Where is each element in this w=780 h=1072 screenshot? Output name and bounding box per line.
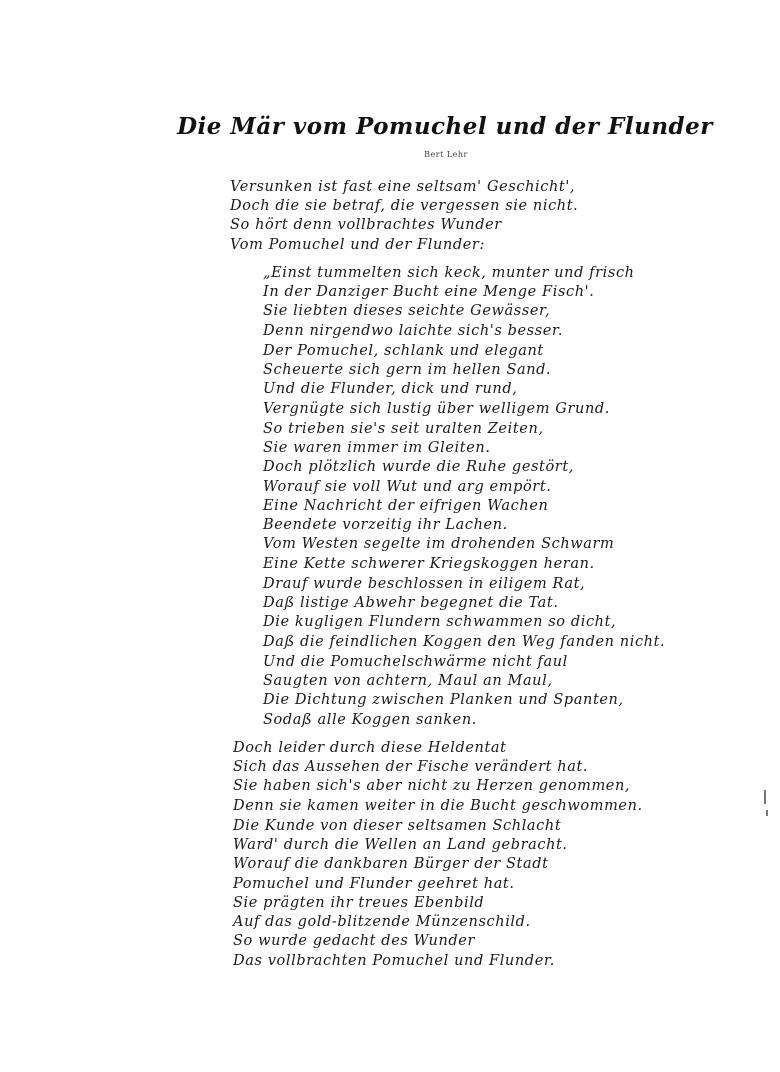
poem-line: Beendete vorzeitig ihr Lachen. [263,517,508,534]
poem-line: Scheuerte sich gern im hellen Sand. [263,362,552,379]
poem-line: Die kugligen Flundern schwammen so dicht, [263,614,617,631]
stanza [263,420,574,497]
stanza [233,894,555,971]
poem-line: Saugten von achtern, Maul an Maul, [263,673,553,690]
poem-line: So trieben sie's seit uralten Zeiten, [263,421,544,437]
poem-line: In der Danziger Bucht eine Menge Fisch'. [263,284,595,301]
poem-line: Sie haben sich's aber nicht zu Herzen genommen, [233,778,631,795]
poem-line: Doch plötzlich wurde die Ruhe gestört, [263,459,574,476]
poem-line: Das vollbrachten Pomuchel und Flunder. [233,952,556,969]
poem-line: Ward' durch die Wellen an Land gebracht. [233,837,568,854]
poem-line: Eine Kette schwerer Kriegskoggen heran. [263,555,595,572]
poem-line: Denn sie kamen weiter in die Bucht geschwommen. [233,797,643,814]
poem-line: Doch leider durch diese Heldentat [233,740,507,756]
poem-line: Denn nirgendwo laichte sich's besser. [263,322,564,339]
stanza [233,817,568,894]
stanza [233,739,643,816]
poem-line: Sodaß alle Koggen sanken. [263,711,477,728]
poem-line: Vergnügte sich lustig über welligem Grund. [263,400,610,417]
poem-line: Daß die feindlichen Koggen den Weg fanden nicht. [263,633,666,650]
poem-line: Und die Pomuchelschwärme nicht faul [263,654,568,670]
poem-line: Daß listige Abwehr begegnet die Tat. [263,595,559,612]
poem-line: Und die Flunder, dick und rund, [263,381,518,398]
poem-line: Der Pomuchel, schlank und elegant [263,343,544,359]
poem-title: Die Mär vom Pomuchel und der Flunder [177,113,713,140]
stanza [263,575,665,652]
poem-line: Vom Pomuchel und der Flunder: [230,236,485,253]
poem-line: So hört denn vollbrachtes Wunder [230,217,502,234]
poem-line: Worauf die dankbaren Bürger der Stadt [233,856,549,873]
poem-line: Die Kunde von dieser seltsamen Schlacht [233,818,562,834]
poem-line: Sie liebten dieses seichte Gewässer, [263,303,551,320]
poem-line: „Einst tummelten sich keck, munter und frisch [263,265,635,281]
stanza [263,653,624,730]
stanza [263,264,635,341]
poem-line: Vom Westen segelte im drohenden Schwarm [263,536,615,553]
poem-line: Doch die sie betraf, die vergessen sie nicht. [230,198,579,215]
poem-line: Sie waren immer im Gleiten. [263,440,491,457]
poem-line: Sie prägten ihr treues Ebenbild [233,895,485,911]
poem-line: Worauf sie voll Wut und arg empört. [263,478,552,495]
poem-line: Auf das gold-blitzende Münzenschild. [233,914,531,931]
stanza [263,497,614,574]
poem-line: Die Dichtung zwischen Planken und Spanten, [263,692,624,709]
poem-line: So wurde gedacht des Wunder [233,933,476,950]
poem-line: Eine Nachricht der eifrigen Wachen [263,498,549,514]
poem-author: Bert Lehr [424,150,468,159]
scan-speck [766,810,768,816]
poem-line: Versunken ist fast eine seltsam' Geschicht', [230,179,576,195]
poem-line: Drauf wurde beschlossen in eiligem Rat, [263,576,586,592]
poem-line: Sich das Aussehen der Fische verändert hat. [233,759,589,776]
stanza [263,342,610,419]
stanza [230,178,578,255]
scan-speck [764,790,766,804]
poem-line: Pomuchel und Flunder geehret hat. [233,875,515,892]
